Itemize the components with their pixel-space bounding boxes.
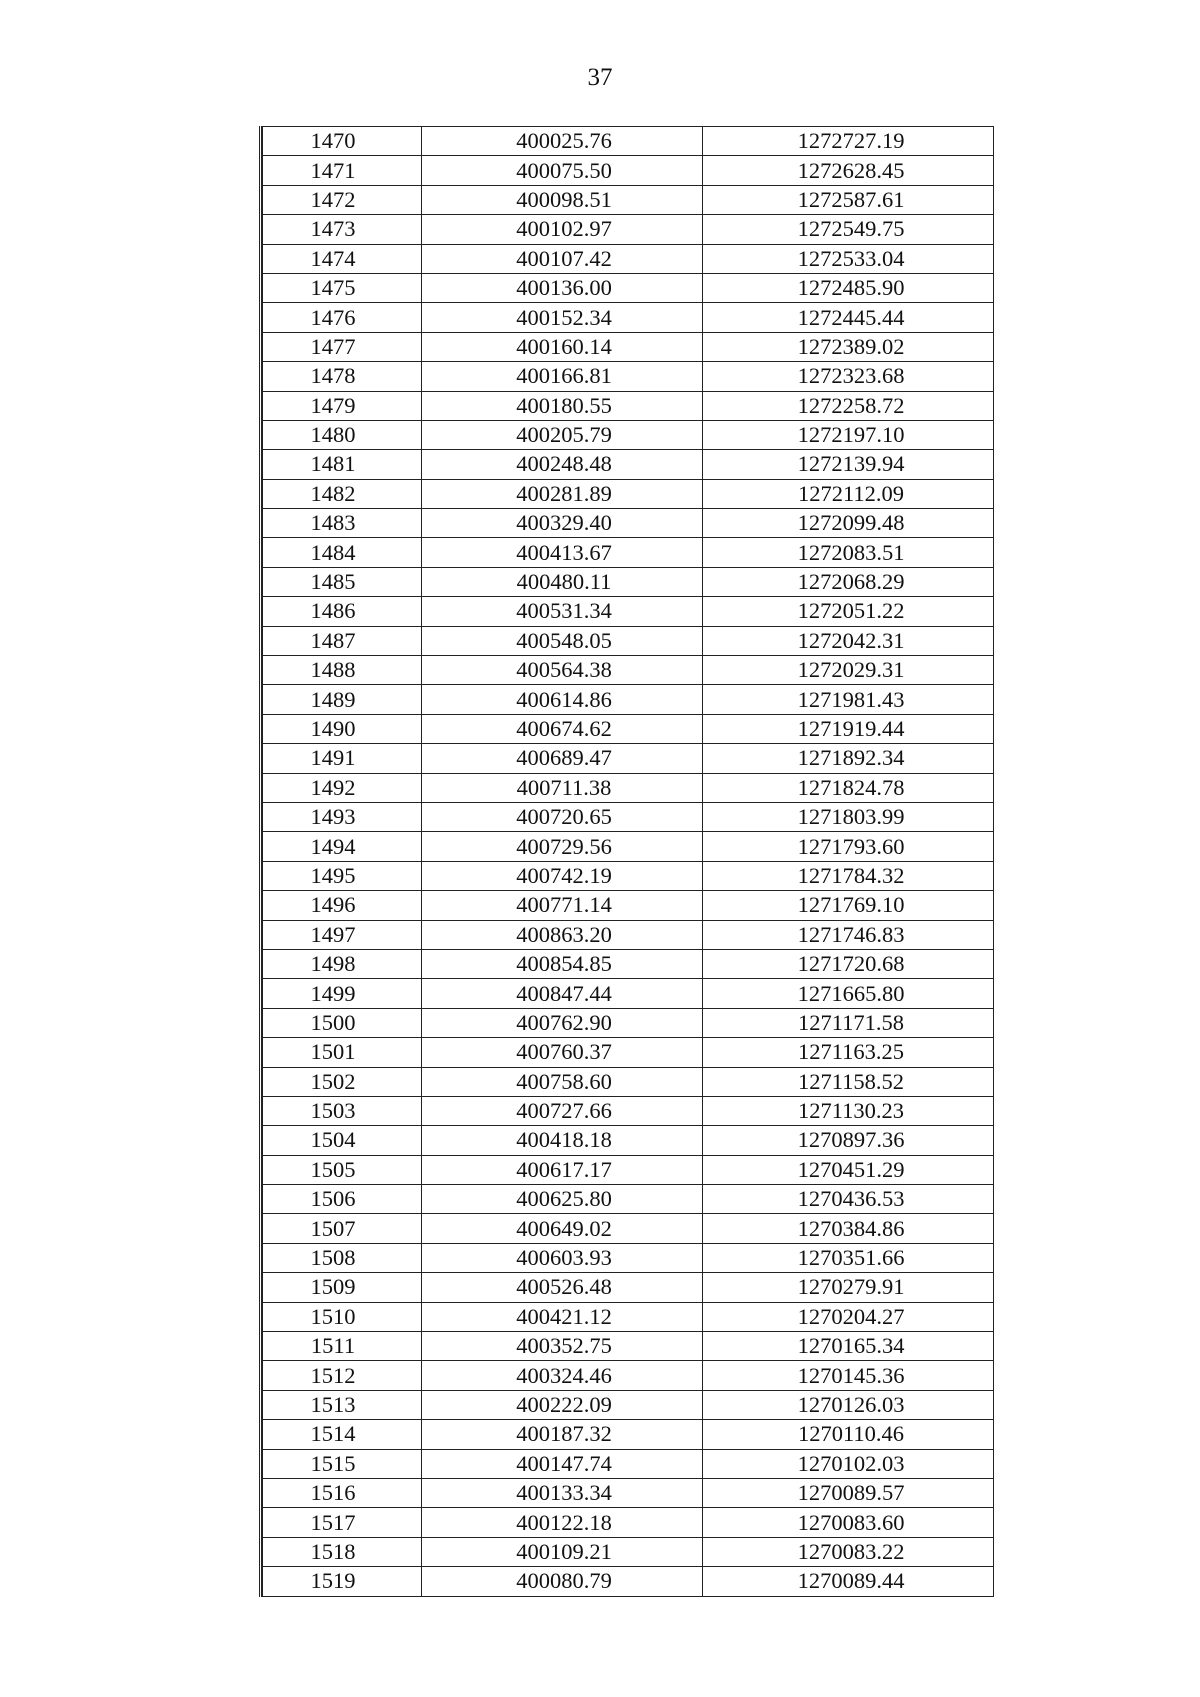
- y-coordinate-cell: 1272323.68: [703, 362, 994, 391]
- point-number-cell: 1472: [263, 185, 422, 214]
- point-number-cell: 1473: [263, 215, 422, 244]
- y-coordinate-cell: 1270351.66: [703, 1243, 994, 1272]
- point-number-cell: 1511: [263, 1332, 422, 1361]
- point-number-cell: 1475: [263, 273, 422, 302]
- x-coordinate-cell: 400222.09: [422, 1390, 703, 1419]
- x-coordinate-cell: 400760.37: [422, 1038, 703, 1067]
- table-row: [263, 1302, 994, 1331]
- table-row: [263, 1155, 994, 1184]
- x-coordinate-cell: 400531.34: [422, 597, 703, 626]
- x-coordinate-cell: 400526.48: [422, 1273, 703, 1302]
- y-coordinate-cell: 1270384.86: [703, 1214, 994, 1243]
- y-coordinate-cell: 1272029.31: [703, 656, 994, 685]
- table-row: [263, 156, 994, 185]
- y-coordinate-cell: 1271824.78: [703, 773, 994, 802]
- y-coordinate-cell: 1272042.31: [703, 626, 994, 655]
- x-coordinate-cell: 400180.55: [422, 391, 703, 420]
- x-coordinate-cell: 400720.65: [422, 802, 703, 831]
- table-row: [263, 303, 994, 332]
- table-row: [263, 1273, 994, 1302]
- y-coordinate-cell: 1271130.23: [703, 1096, 994, 1125]
- x-coordinate-cell: 400603.93: [422, 1243, 703, 1272]
- x-coordinate-cell: 400329.40: [422, 509, 703, 538]
- x-coordinate-cell: 400480.11: [422, 567, 703, 596]
- table-row: [263, 832, 994, 861]
- point-number-cell: 1474: [263, 244, 422, 273]
- table-row: [263, 949, 994, 978]
- point-number-cell: 1516: [263, 1478, 422, 1507]
- point-number-cell: 1495: [263, 861, 422, 890]
- table-row: [263, 1361, 994, 1390]
- x-coordinate-cell: 400689.47: [422, 744, 703, 773]
- y-coordinate-cell: 1270165.34: [703, 1332, 994, 1361]
- x-coordinate-cell: 400248.48: [422, 450, 703, 479]
- table-row: [263, 979, 994, 1008]
- x-coordinate-cell: 400352.75: [422, 1332, 703, 1361]
- y-coordinate-cell: 1270145.36: [703, 1361, 994, 1390]
- point-number-cell: 1515: [263, 1449, 422, 1478]
- y-coordinate-cell: 1270126.03: [703, 1390, 994, 1419]
- table-row: [263, 1185, 994, 1214]
- y-coordinate-cell: 1272445.44: [703, 303, 994, 332]
- y-coordinate-cell: 1271769.10: [703, 891, 994, 920]
- y-coordinate-cell: 1272485.90: [703, 273, 994, 302]
- point-number-cell: 1493: [263, 802, 422, 831]
- x-coordinate-cell: 400548.05: [422, 626, 703, 655]
- y-coordinate-cell: 1271158.52: [703, 1067, 994, 1096]
- x-coordinate-cell: 400102.97: [422, 215, 703, 244]
- y-coordinate-cell: 1272083.51: [703, 538, 994, 567]
- point-number-cell: 1477: [263, 332, 422, 361]
- y-coordinate-cell: 1271892.34: [703, 744, 994, 773]
- y-coordinate-cell: 1272727.19: [703, 127, 994, 156]
- point-number-cell: 1504: [263, 1126, 422, 1155]
- point-number-cell: 1480: [263, 420, 422, 449]
- table-row: [263, 1214, 994, 1243]
- x-coordinate-cell: 400854.85: [422, 949, 703, 978]
- x-coordinate-cell: 400617.17: [422, 1155, 703, 1184]
- x-coordinate-cell: 400863.20: [422, 920, 703, 949]
- x-coordinate-cell: 400281.89: [422, 479, 703, 508]
- x-coordinate-cell: 400413.67: [422, 538, 703, 567]
- point-number-cell: 1512: [263, 1361, 422, 1390]
- table-row: [263, 1420, 994, 1449]
- y-coordinate-cell: 1272197.10: [703, 420, 994, 449]
- x-coordinate-cell: 400160.14: [422, 332, 703, 361]
- y-coordinate-cell: 1271793.60: [703, 832, 994, 861]
- x-coordinate-cell: 400614.86: [422, 685, 703, 714]
- y-coordinate-cell: 1271720.68: [703, 949, 994, 978]
- y-coordinate-cell: 1272051.22: [703, 597, 994, 626]
- y-coordinate-cell: 1270897.36: [703, 1126, 994, 1155]
- table-row: [263, 1537, 994, 1566]
- x-coordinate-cell: 400136.00: [422, 273, 703, 302]
- point-number-cell: 1481: [263, 450, 422, 479]
- y-coordinate-cell: 1272533.04: [703, 244, 994, 273]
- x-coordinate-cell: 400080.79: [422, 1567, 703, 1596]
- point-number-cell: 1479: [263, 391, 422, 420]
- table-row: [263, 685, 994, 714]
- point-number-cell: 1483: [263, 509, 422, 538]
- point-number-cell: 1508: [263, 1243, 422, 1272]
- table-row: [263, 479, 994, 508]
- point-number-cell: 1489: [263, 685, 422, 714]
- table-row: [263, 1008, 994, 1037]
- point-number-cell: 1496: [263, 891, 422, 920]
- x-coordinate-cell: 400147.74: [422, 1449, 703, 1478]
- point-number-cell: 1485: [263, 567, 422, 596]
- table-row: [263, 626, 994, 655]
- point-number-cell: 1505: [263, 1155, 422, 1184]
- coordinates-table-body: [263, 127, 994, 1597]
- table-row: [263, 861, 994, 890]
- x-coordinate-cell: 400418.18: [422, 1126, 703, 1155]
- table-row: [263, 509, 994, 538]
- x-coordinate-cell: 400122.18: [422, 1508, 703, 1537]
- table-row: [263, 1508, 994, 1537]
- point-number-cell: 1488: [263, 656, 422, 685]
- y-coordinate-cell: 1272587.61: [703, 185, 994, 214]
- point-number-cell: 1484: [263, 538, 422, 567]
- point-number-cell: 1507: [263, 1214, 422, 1243]
- y-coordinate-cell: 1272389.02: [703, 332, 994, 361]
- y-coordinate-cell: 1271981.43: [703, 685, 994, 714]
- x-coordinate-cell: 400205.79: [422, 420, 703, 449]
- table-row: [263, 273, 994, 302]
- table-row: [263, 1067, 994, 1096]
- table-row: [263, 391, 994, 420]
- y-coordinate-cell: 1270089.57: [703, 1478, 994, 1507]
- point-number-cell: 1490: [263, 714, 422, 743]
- y-coordinate-cell: 1271803.99: [703, 802, 994, 831]
- table-row: [263, 567, 994, 596]
- point-number-cell: 1470: [263, 127, 422, 156]
- table-row: [263, 1126, 994, 1155]
- y-coordinate-cell: 1270204.27: [703, 1302, 994, 1331]
- x-coordinate-cell: 400742.19: [422, 861, 703, 890]
- point-number-cell: 1486: [263, 597, 422, 626]
- point-number-cell: 1498: [263, 949, 422, 978]
- y-coordinate-cell: 1271171.58: [703, 1008, 994, 1037]
- point-number-cell: 1519: [263, 1567, 422, 1596]
- y-coordinate-cell: 1272258.72: [703, 391, 994, 420]
- point-number-cell: 1514: [263, 1420, 422, 1449]
- table-row: [263, 420, 994, 449]
- point-number-cell: 1509: [263, 1273, 422, 1302]
- y-coordinate-cell: 1271919.44: [703, 714, 994, 743]
- table-row: [263, 1478, 994, 1507]
- x-coordinate-cell: 400771.14: [422, 891, 703, 920]
- y-coordinate-cell: 1271784.32: [703, 861, 994, 890]
- point-number-cell: 1482: [263, 479, 422, 508]
- point-number-cell: 1487: [263, 626, 422, 655]
- y-coordinate-cell: 1270451.29: [703, 1155, 994, 1184]
- y-coordinate-cell: 1272139.94: [703, 450, 994, 479]
- table-row: [263, 1243, 994, 1272]
- point-number-cell: 1510: [263, 1302, 422, 1331]
- x-coordinate-cell: 400711.38: [422, 773, 703, 802]
- table-row: [263, 215, 994, 244]
- point-number-cell: 1506: [263, 1185, 422, 1214]
- table-row: [263, 891, 994, 920]
- y-coordinate-cell: 1272068.29: [703, 567, 994, 596]
- y-coordinate-cell: 1270102.03: [703, 1449, 994, 1478]
- x-coordinate-cell: 400109.21: [422, 1537, 703, 1566]
- x-coordinate-cell: 400729.56: [422, 832, 703, 861]
- x-coordinate-cell: 400727.66: [422, 1096, 703, 1125]
- y-coordinate-cell: 1272549.75: [703, 215, 994, 244]
- x-coordinate-cell: 400166.81: [422, 362, 703, 391]
- x-coordinate-cell: 400324.46: [422, 1361, 703, 1390]
- y-coordinate-cell: 1272628.45: [703, 156, 994, 185]
- x-coordinate-cell: 400098.51: [422, 185, 703, 214]
- table-row: [263, 597, 994, 626]
- y-coordinate-cell: 1270083.22: [703, 1537, 994, 1566]
- point-number-cell: 1517: [263, 1508, 422, 1537]
- table-row: [263, 714, 994, 743]
- x-coordinate-cell: 400847.44: [422, 979, 703, 1008]
- point-number-cell: 1478: [263, 362, 422, 391]
- x-coordinate-cell: 400758.60: [422, 1067, 703, 1096]
- page-number: 37: [587, 64, 613, 91]
- point-number-cell: 1491: [263, 744, 422, 773]
- y-coordinate-cell: 1272099.48: [703, 509, 994, 538]
- x-coordinate-cell: 400152.34: [422, 303, 703, 332]
- x-coordinate-cell: 400421.12: [422, 1302, 703, 1331]
- point-number-cell: 1494: [263, 832, 422, 861]
- point-number-cell: 1513: [263, 1390, 422, 1419]
- table-row: [263, 244, 994, 273]
- table-row: [263, 1096, 994, 1125]
- table-row: [263, 773, 994, 802]
- table-row: [263, 185, 994, 214]
- y-coordinate-cell: 1270279.91: [703, 1273, 994, 1302]
- x-coordinate-cell: 400107.42: [422, 244, 703, 273]
- point-number-cell: 1492: [263, 773, 422, 802]
- table-row: [263, 450, 994, 479]
- table-row: [263, 1038, 994, 1067]
- table-row: [263, 920, 994, 949]
- y-coordinate-cell: 1270089.44: [703, 1567, 994, 1596]
- table-row: [263, 744, 994, 773]
- y-coordinate-cell: 1271163.25: [703, 1038, 994, 1067]
- x-coordinate-cell: 400625.80: [422, 1185, 703, 1214]
- coordinates-table: [262, 126, 994, 1597]
- table-row: [263, 362, 994, 391]
- coordinates-table-container: [259, 126, 996, 1597]
- x-coordinate-cell: 400564.38: [422, 656, 703, 685]
- table-row: [263, 538, 994, 567]
- y-coordinate-cell: 1271746.83: [703, 920, 994, 949]
- point-number-cell: 1503: [263, 1096, 422, 1125]
- table-row: [263, 1332, 994, 1361]
- x-coordinate-cell: 400075.50: [422, 156, 703, 185]
- point-number-cell: 1499: [263, 979, 422, 1008]
- point-number-cell: 1501: [263, 1038, 422, 1067]
- point-number-cell: 1471: [263, 156, 422, 185]
- x-coordinate-cell: 400762.90: [422, 1008, 703, 1037]
- x-coordinate-cell: 400133.34: [422, 1478, 703, 1507]
- x-coordinate-cell: 400025.76: [422, 127, 703, 156]
- point-number-cell: 1497: [263, 920, 422, 949]
- y-coordinate-cell: 1272112.09: [703, 479, 994, 508]
- table-row: [263, 656, 994, 685]
- y-coordinate-cell: 1271665.80: [703, 979, 994, 1008]
- x-coordinate-cell: 400649.02: [422, 1214, 703, 1243]
- y-coordinate-cell: 1270083.60: [703, 1508, 994, 1537]
- table-row: [263, 127, 994, 156]
- x-coordinate-cell: 400187.32: [422, 1420, 703, 1449]
- point-number-cell: 1476: [263, 303, 422, 332]
- y-coordinate-cell: 1270110.46: [703, 1420, 994, 1449]
- x-coordinate-cell: 400674.62: [422, 714, 703, 743]
- point-number-cell: 1518: [263, 1537, 422, 1566]
- point-number-cell: 1500: [263, 1008, 422, 1037]
- table-row: [263, 1567, 994, 1596]
- table-row: [263, 332, 994, 361]
- table-row: [263, 1449, 994, 1478]
- table-row: [263, 1390, 994, 1419]
- y-coordinate-cell: 1270436.53: [703, 1185, 994, 1214]
- table-row: [263, 802, 994, 831]
- point-number-cell: 1502: [263, 1067, 422, 1096]
